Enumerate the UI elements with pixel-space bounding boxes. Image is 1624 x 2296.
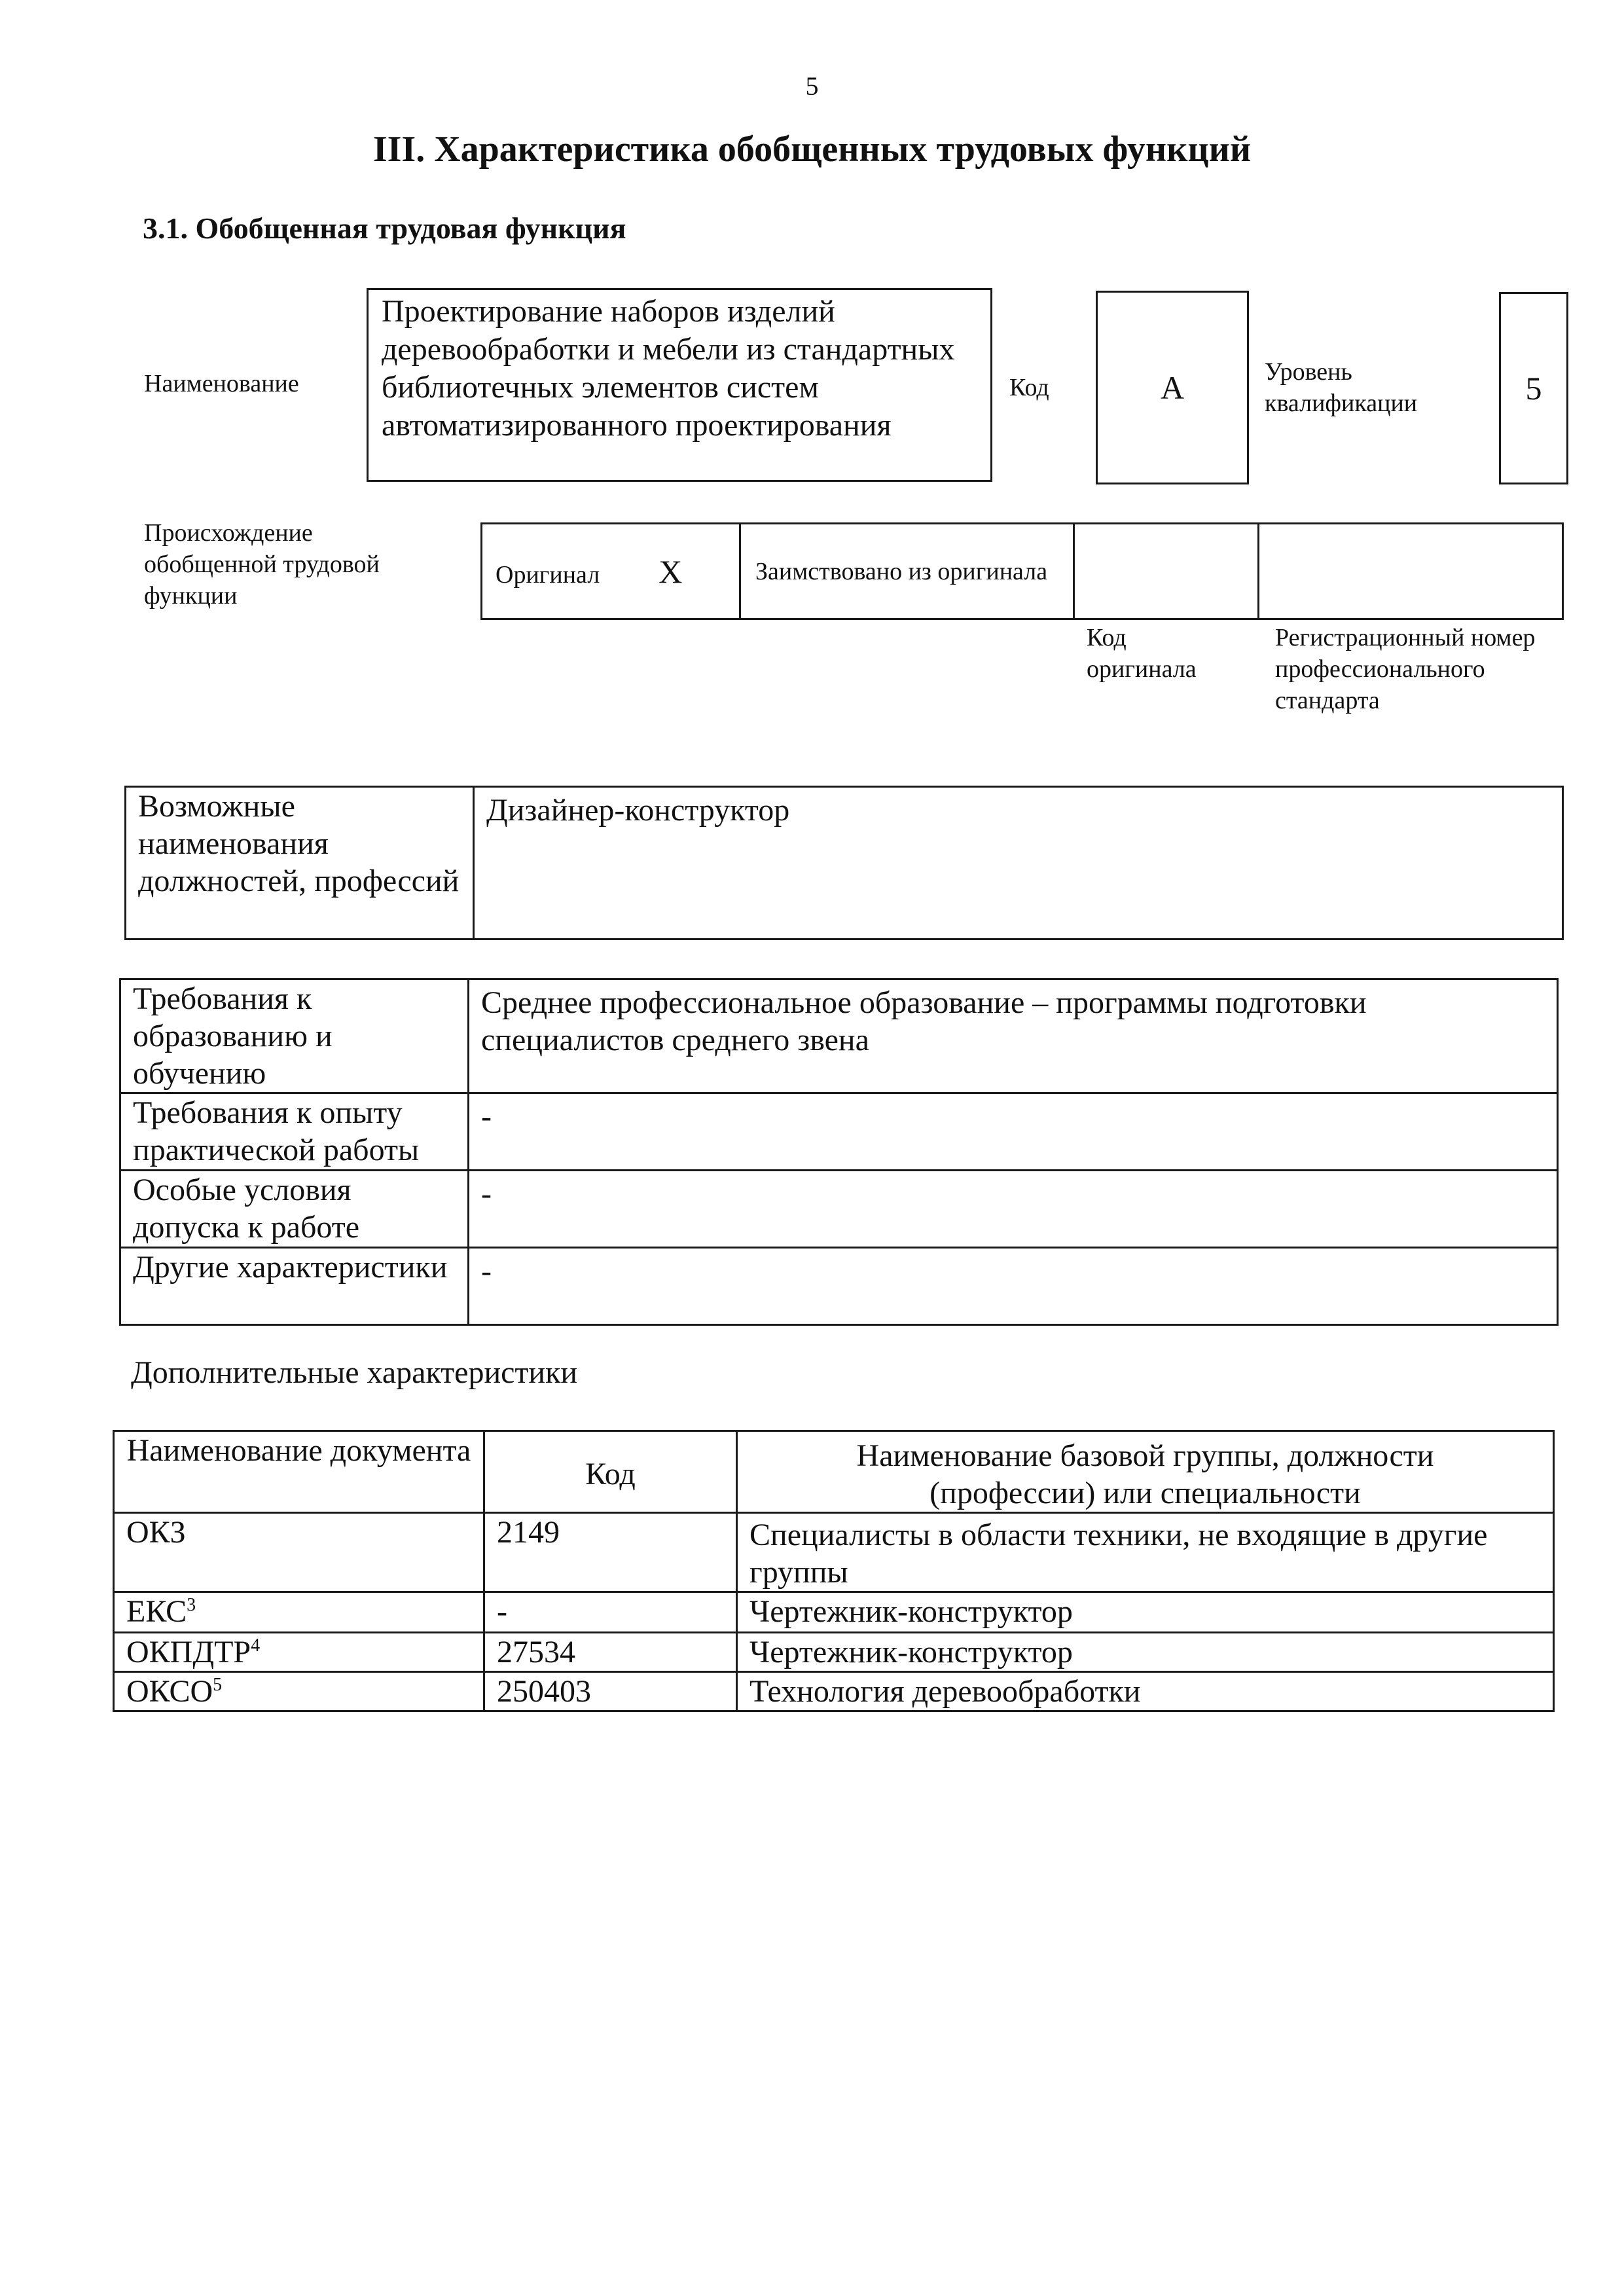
table-row bbox=[114, 1592, 1554, 1633]
requirements-row bbox=[120, 1171, 1558, 1248]
header-code: Код bbox=[484, 1431, 737, 1513]
origin-borrowed-label: Заимствовано из оригинала bbox=[755, 557, 1048, 585]
positions-value: Дизайнер-конструктор bbox=[474, 787, 1563, 939]
row-doc-text: ОКПДТР bbox=[126, 1635, 251, 1669]
row-doc-footnote: 4 bbox=[251, 1635, 261, 1656]
gtf-code-label: Код bbox=[1009, 374, 1049, 401]
row-doc-text: ОКЗ bbox=[126, 1515, 186, 1550]
positions-label: Возможные наименования должностей, профессий bbox=[126, 787, 474, 939]
table-row bbox=[114, 1672, 1554, 1711]
origin-reg-cell bbox=[1259, 524, 1563, 619]
requirement-value: - bbox=[469, 1248, 1558, 1325]
positions-table bbox=[124, 786, 1564, 940]
gtf-level-box bbox=[1499, 292, 1568, 484]
requirements-row bbox=[120, 1248, 1558, 1325]
row-doc bbox=[114, 1513, 484, 1592]
row-name: Технология деревообработки bbox=[737, 1672, 1554, 1711]
requirement-label: Требования к образованию и обучению bbox=[120, 979, 469, 1093]
requirement-value: Среднее профессиональное образование – программы подготовки специалистов среднего звена bbox=[469, 979, 1558, 1093]
row-doc-text: ОКСО bbox=[126, 1674, 213, 1709]
row-name: Специалисты в области техники, не входящие в другие группы bbox=[737, 1513, 1554, 1592]
requirement-value: - bbox=[469, 1093, 1558, 1171]
row-doc-text: ЕКС bbox=[126, 1594, 187, 1629]
requirements-row bbox=[120, 1093, 1558, 1171]
requirements-row bbox=[120, 979, 1558, 1093]
gtf-level-value: 5 bbox=[1525, 370, 1542, 407]
row-doc bbox=[114, 1672, 484, 1711]
gtf-name-value: Проектирование наборов изделий деревообработки и мебели из стандартных библиотечных элементов систем автоматизированного проектирования bbox=[382, 294, 955, 443]
additional-title: Дополнительные характеристики bbox=[131, 1355, 578, 1390]
row-code: - bbox=[484, 1592, 737, 1633]
origin-original-label: Оригинал bbox=[496, 560, 600, 589]
requirement-label: Другие характеристики bbox=[120, 1248, 469, 1325]
origin-code-cell bbox=[1074, 524, 1259, 619]
origin-borrowed-cell bbox=[740, 524, 1074, 619]
origin-code-caption: Код оригинала bbox=[1087, 624, 1197, 683]
requirement-label: Требования к опыту практической работы bbox=[120, 1093, 469, 1171]
gtf-code-value: А bbox=[1160, 369, 1185, 406]
row-doc-footnote: 3 bbox=[187, 1595, 196, 1615]
row-name: Чертежник-конструктор bbox=[737, 1633, 1554, 1672]
subsection-title: 3.1. Обобщенная трудовая функция bbox=[143, 211, 626, 245]
gtf-name-box bbox=[367, 288, 992, 482]
header-name: Наименование базовой группы, должности (профессии) или специальности bbox=[737, 1431, 1554, 1513]
row-doc bbox=[114, 1633, 484, 1672]
origin-label: Происхождение обобщенной трудовой функции bbox=[144, 519, 380, 610]
gtf-code-box bbox=[1096, 291, 1249, 484]
header-doc: Наименование документа bbox=[114, 1431, 484, 1513]
additional-header-row bbox=[114, 1431, 1554, 1513]
requirements-table bbox=[119, 978, 1559, 1326]
row-code: 2149 bbox=[484, 1513, 737, 1592]
row-doc bbox=[114, 1592, 484, 1633]
gtf-name-label: Наименование bbox=[144, 370, 299, 397]
gtf-level-label: Уровень квалификации bbox=[1265, 358, 1418, 417]
table-row bbox=[114, 1513, 1554, 1592]
section-title: III. Характеристика обобщенных трудовых функций bbox=[372, 129, 1252, 170]
row-name: Чертежник-конструктор bbox=[737, 1592, 1554, 1633]
origin-table bbox=[480, 522, 1564, 620]
row-code: 250403 bbox=[484, 1672, 737, 1711]
origin-original-mark: Х bbox=[659, 553, 683, 590]
origin-original-cell bbox=[482, 524, 740, 619]
additional-table bbox=[113, 1430, 1555, 1712]
requirement-value: - bbox=[469, 1171, 1558, 1248]
row-doc-footnote: 5 bbox=[213, 1675, 223, 1695]
page-number: 5 bbox=[805, 71, 819, 101]
origin-reg-caption: Регистрационный номер профессионального стандарта bbox=[1275, 624, 1536, 714]
row-code: 27534 bbox=[484, 1633, 737, 1672]
table-row bbox=[114, 1633, 1554, 1672]
requirement-label: Особые условия допуска к работе bbox=[120, 1171, 469, 1248]
